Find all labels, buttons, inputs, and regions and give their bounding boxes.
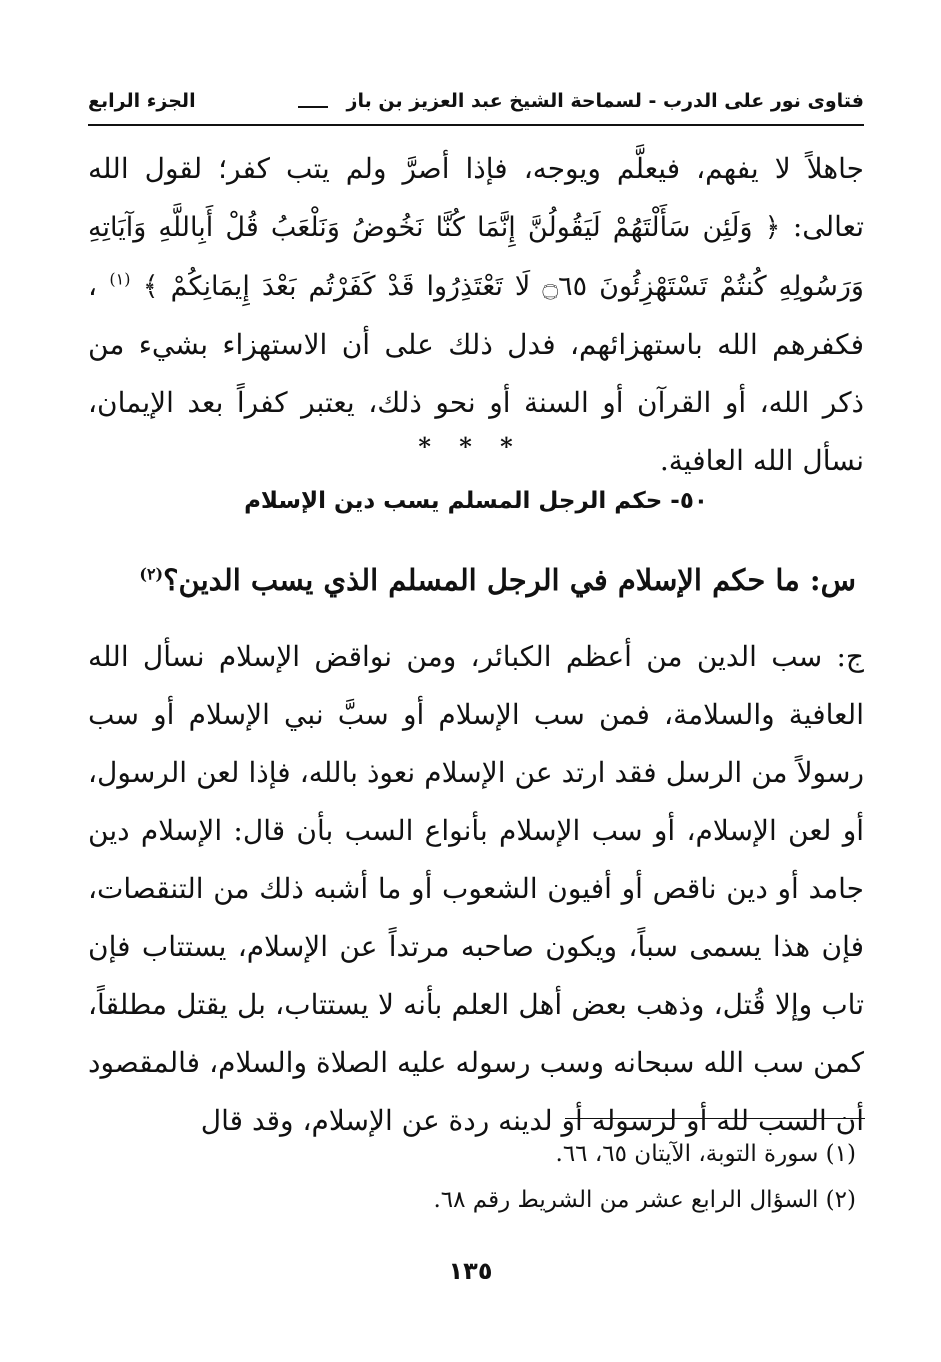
header-rule xyxy=(298,106,328,108)
page-number: ١٣٥ xyxy=(448,1257,493,1285)
book-title: فتاوى نور على الدرب - لسماحة الشيخ عبد العزيز بن باز xyxy=(346,90,864,112)
question-line xyxy=(88,555,864,605)
footnote-rule xyxy=(565,1118,865,1119)
section-heading: ٥٠- حكم الرجل المسلم يسب دين الإسلام xyxy=(244,488,708,514)
running-header xyxy=(88,84,864,126)
section-separator: * * * xyxy=(418,432,523,461)
volume-label: الجزء الرابع xyxy=(88,90,196,112)
answer-paragraph: ج: سب الدين من أعظم الكبائر، ومن نواقض الإسلام نسأل الله العافية والسلامة، فمن سب الإسلام أو سبَّ نبي الإسلام أو سب رسولاً من الرسل فقد ارتد عن الإسلام نعوذ بالله، فإذا لعن الرسول، أو لعن الإسلام، أو سب الإسلام بأنواع السب بأن قال: الإسلام دين جامد أو دين ناقص أو أفيون الشعوب أو ما أشبه ذلك من التنقصات، فإن هذا يسمى سباً، ويكون صاحبه مرتداً عن الإسلام، يستتاب فإن تاب وإلا قُتل، وذهب بعض أهل العلم بأنه لا يستتاب، بل يقتل مطلقاً، كمن سب الله سبحانه وسب رسوله عليه الصلاة والسلام، فالمقصود أن السب لله أو لرسوله أو لدينه ردة عن الإسلام، وقد قال xyxy=(88,640,864,1137)
footnote-ref-1: (١) xyxy=(109,269,131,289)
question-text: س: ما حكم الإسلام في الرجل المسلم الذي يسب الدين؟ xyxy=(163,563,856,597)
footnote-2: (٢) السؤال الرابع عشر من الشريط رقم ٦٨. xyxy=(433,1187,856,1213)
paragraph-intro: جاهلاً لا يفهم، فيعلَّم ويوجه، فإذا أصرَّ ولم يتب كفر؛ لقول الله تعالى: xyxy=(88,152,864,243)
paragraph-continuation: ، فكفرهم الله باستهزائهم، فدل ذلك على أن الاستهزاء بشيء من ذكر الله، أو القرآن أو السنة أو نحو ذلك، يعتبر كفراً بعد الإيمان، نسأل الله العافية. xyxy=(88,269,864,477)
footnote-ref-2: (٢) xyxy=(139,564,164,584)
footnote-1: (١) سورة التوبة، الآيتان ٦٥، ٦٦. xyxy=(555,1141,856,1167)
quran-verse: ﴿ وَلَئِن سَأَلْتَهُمْ لَيَقُولُنَّ إِنَّمَا كُنَّا نَخُوضُ وَنَلْعَبُ قُلْ أَبِاللَّهِ وَآيَاتِهِ وَرَسُولِهِ كُنتُمْ تَسْتَهْزِئُونَ ۝٦٥ لَا تَعْتَذِرُوا قَدْ كَفَرْتُم بَعْدَ إِيمَانِكُمْ ﴾ xyxy=(88,212,864,302)
